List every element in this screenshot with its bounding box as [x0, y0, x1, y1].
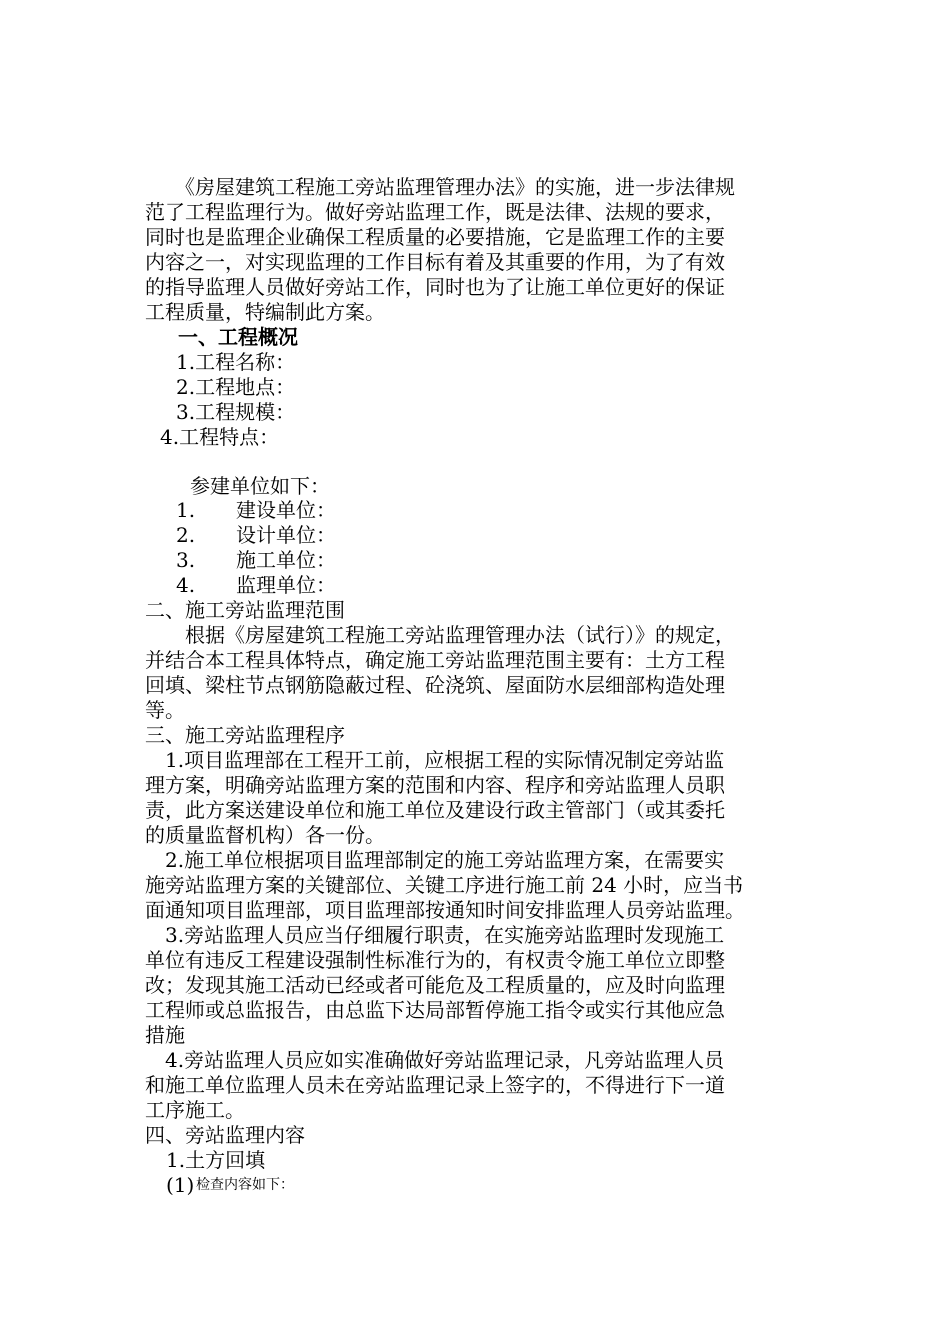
unit-label: 施工单位：	[236, 548, 336, 572]
procedure-line: 2.施工单位根据项目监理部制定的施工旁站监理方案，在需要实	[145, 848, 725, 872]
procedure-line: 面通知项目监理部，项目监理部按通知时间安排监理人员旁站监理。	[145, 898, 745, 922]
intro-line: 同时也是监理企业确保工程质量的必要措施，它是监理工作的主要	[145, 225, 725, 249]
intro-line: 的指导监理人员做好旁站工作，同时也为了让施工单位更好的保证	[145, 275, 725, 299]
procedure-line: 单位有违反工程建设强制性标准行为的，有权责令施工单位立即整	[145, 948, 725, 972]
unit-label: 建设单位：	[236, 498, 336, 522]
scope-line: 等。	[145, 698, 185, 722]
intro-line: 工程质量，特编制此方案。	[145, 300, 385, 324]
section-heading: 一、工程概况	[178, 325, 298, 349]
intro-line: 内容之一，对实现监理的工作目标有着及其重要的作用，为了有效	[145, 250, 725, 274]
section-heading: 二、施工旁站监理范围	[145, 598, 345, 622]
procedure-line: 改；发现其施工活动已经或者可能危及工程质量的，应及时向监理	[145, 973, 725, 997]
overview-item: 2.工程地点：	[176, 375, 296, 399]
procedure-line: 3.旁站监理人员应当仔细履行职责，在实施旁站监理时发现施工	[145, 923, 725, 947]
procedure-line: 理方案，明确旁站监理方案的范围和内容、程序和旁站监理人员职	[145, 773, 725, 797]
procedure-line: 措施	[145, 1023, 185, 1047]
procedure-line: 工序施工。	[145, 1098, 245, 1122]
item-number: (1)	[166, 1173, 195, 1197]
section-heading: 三、施工旁站监理程序	[145, 723, 345, 747]
unit-number: 4.	[176, 573, 196, 597]
section-heading: 四、旁站监理内容	[145, 1123, 305, 1147]
procedure-line: 工程师或总监报告，由总监下达局部暂停施工指令或实行其他应急	[145, 998, 725, 1022]
subsection-title: 1.土方回填	[166, 1148, 266, 1172]
procedure-line: 和施工单位监理人员未在旁站监理记录上签字的，不得进行下一道	[145, 1073, 725, 1097]
scope-line: 回填、梁柱节点钢筋隐蔽过程、砼浇筑、屋面防水层细部构造处理	[145, 673, 725, 697]
procedure-line: 的质量监督机构）各一份。	[145, 823, 385, 847]
unit-label: 设计单位：	[236, 523, 336, 547]
intro-line: 《房屋建筑工程施工旁站监理管理办法》的实施，进一步法律规	[145, 175, 735, 199]
unit-number: 3.	[176, 548, 196, 572]
overview-item: 3.工程规模：	[176, 400, 296, 424]
units-intro: 参建单位如下：	[190, 474, 330, 498]
overview-item: 4.工程特点：	[160, 425, 280, 449]
scope-line: 根据《房屋建筑工程施工旁站监理管理办法（试行）》的规定，	[145, 623, 735, 647]
overview-item: 1.工程名称：	[176, 350, 296, 374]
procedure-line: 4.旁站监理人员应如实准确做好旁站监理记录，凡旁站监理人员	[145, 1048, 725, 1072]
procedure-line: 1.项目监理部在工程开工前，应根据工程的实际情况制定旁站监	[145, 748, 725, 772]
procedure-line: 责，此方案送建设单位和施工单位及建设行政主管部门（或其委托	[145, 798, 725, 822]
item-text: 检查内容如下：	[196, 1177, 294, 1193]
intro-line: 范了工程监理行为。做好旁站监理工作，既是法律、法规的要求，	[145, 200, 725, 224]
scope-line: 并结合本工程具体特点，确定施工旁站监理范围主要有：土方工程	[145, 648, 725, 672]
unit-label: 监理单位：	[236, 573, 336, 597]
procedure-line: 施旁站监理方案的关键部位、关键工序进行施工前 24 小时，应当书	[145, 873, 744, 897]
unit-number: 2.	[176, 523, 196, 547]
unit-number: 1.	[176, 498, 196, 522]
